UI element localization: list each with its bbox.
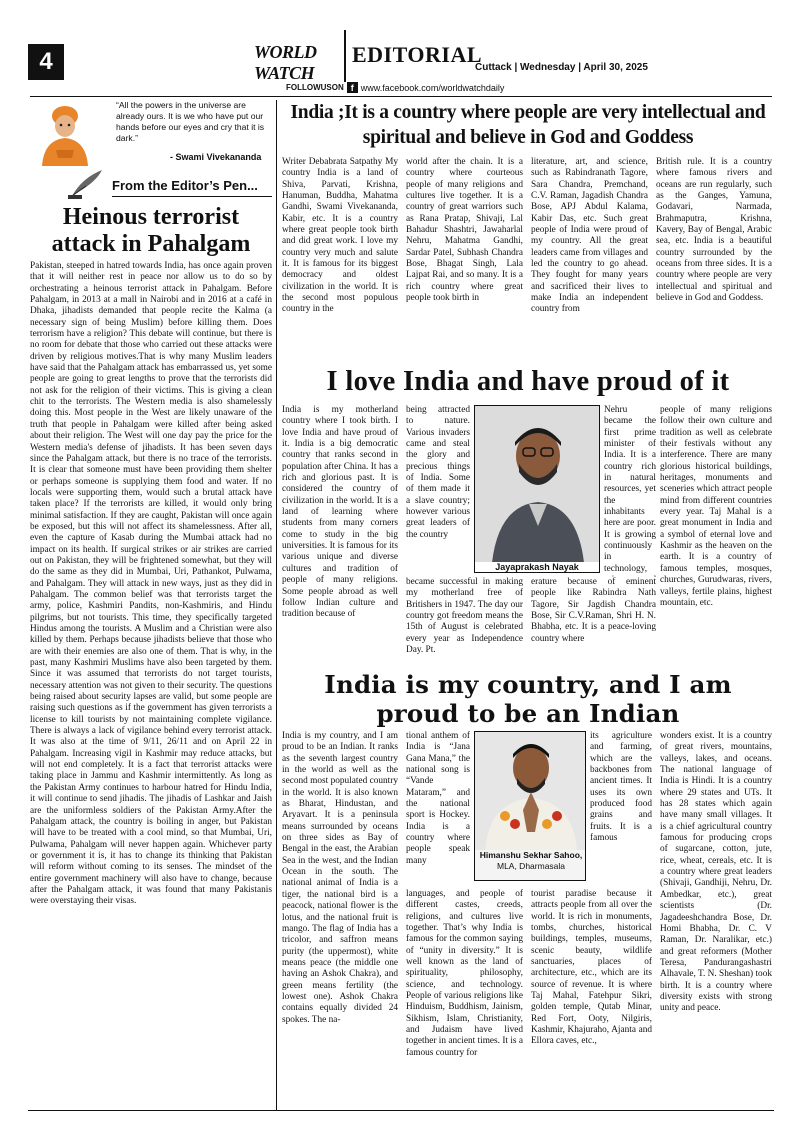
himanshu-caption-role: MLA, Dharmasala: [496, 861, 566, 871]
article2-col3a: Nehru became the first prime minister of India. It is a country rich in natural resources, yet the inhabitants here are poor. It is growing continuously in technology,: [604, 405, 656, 574]
article1-col4: British rule. It is a country where famous rivers and oceans are run regularly, such as the Ganges, Yamuna, Godavari, Narmada, Brahmaputra, Krishna, Kavery, Bay of Bengal, Arabic sea, etc. India is a beautiful country surrounded by the oceans from three sides. It is a country where people are very intellectual and spiritual and believe in God and Goddess.: [656, 157, 772, 304]
article1-col3: literature, art, and science, such as Rabindranath Tagore, Sara Chandra, Premchand, C.V. Raman, Jagadish Chandra Bose, APJ Abdul Kalama, Kabir Das, etc. Such great people of India were proud of my country. All the great leaders came from villages and led the country to go ahead. They fought for many years and sacrificed their lives to make India an independent country from: [531, 157, 648, 315]
article3-headline: India is my country, and I am proud to be an Indian: [324, 670, 732, 728]
vivekananda-portrait: [36, 100, 94, 166]
article3-col1: India is my country, and I am proud to be an Indian. It ranks as the seventh largest country in the world as well as the second most populated country in the world. It is also known as Bharat, Hindustan, and Aryavart. It is a peninsula means surrounded by oceans on three sides as Bay of Bengal in the east, the Arabian Sea in the west, and the Indian Ocean in the south. The national animal of India is a tiger, the national bird is a peacock, national flower is the lotus, and the national fruit is mango. The flag of India has a tricolor, and saffron means purity (the uppermost), white means peace (the middle one having an Ashok Chakra), and green means fertility (the lowest one). Ashok Chakra contains equally divided 24 spokes. The na-: [282, 731, 398, 1025]
header-rule: [30, 96, 772, 97]
himanshu-portrait: [475, 732, 586, 850]
jayaprakash-photo: [474, 405, 600, 573]
article2-headline: I love India and have proud of it: [326, 366, 730, 397]
himanshu-caption-name: Himanshu Sekhar Sahoo,: [479, 850, 583, 860]
article2-col1: India is my motherland country where I took birth. I love India and have proud of it. India is a big democratic country that ranks second in population after China. It has a rich and glorious past. It is considered the country of civilization in the world. It is a land of learning where students from many corners come to study in the big universities. It is famous for its various unique and diverse cultures and tradition of people of many religions. Some people abroad as well follow Indian culture and tradition because of: [282, 405, 398, 620]
quote-text: “All the powers in the universe are already ours. It is we who have put our hands before our eyes and cry that it is dark.”: [116, 100, 265, 143]
follow-bar: [286, 82, 504, 93]
article3-col3a: its agriculture and farming, which are the backbones from ancient times. It uses its own produced food grains and fruits. It is a famous: [590, 731, 652, 844]
article2-col4: people of many religions follow their own culture and tradition as well as celebrate their festivals without any interference. There are many glorious historical buildings, heritages, monuments and sceneries which attract people mind from different countries every year. Taj Mahal is a great monument in India and a symbol of eternal love and Kashmir as the heaven on the earth. It is a country of famous temples, mosques, churches, Gurudwaras, rivers, valleys, fertile plains, highest mountain, etc.: [660, 405, 772, 608]
article1-col2: world after the chain. It is a country where courteous people of many religions and cultures live together. It is a country of great warriors such as Rana Pratap, Shivaji, Lal Bahadur Shashtri, Jawaharlal Nehru, Mahatma Gandhi, Sardar Patel, Subhash Chandra Bose, Bhagat Singh, Lala Lajpat Rai, and so many. It is a rich country where great people took birth in: [406, 157, 523, 304]
section-title: EDITORIAL: [352, 42, 483, 67]
editorial-headline: Heinous terrorist attack in Pahalgam: [51, 204, 251, 257]
quill-icon: [66, 168, 106, 200]
header-divider: [344, 30, 346, 82]
article2-col3b: erature because of eminent people like Rabindra Nath Tagore, Sir Jagdish Chandra Bose, Sir C.V.Raman, Shri H. N. Bhabha, etc. It is a peace-loving country where: [531, 577, 656, 644]
follow-label: FOLLOWUSON: [286, 83, 344, 92]
editors-pen-label: From the Editor’s Pen...: [112, 178, 258, 193]
follow-url[interactable]: www.facebook.com/worldwatchdaily: [360, 82, 505, 93]
article3-col2b: languages, and people of different castes, creeds, religions, and cultures live together. That’s why India is famous for the common saying of “unity in diversity.” It is well known as the land of spirituality, philosophy, science, and technology. People of various religions like Hinduism, Buddhism, Jainism, Sikhism, Islam, Christianity, and Judaism have lived together in ancient times. It is a famous country for: [406, 889, 523, 1058]
article1-headline: India ;It is a country where people are very intellectual and spiritual and believe in God and Goddess: [290, 102, 766, 148]
jayaprakash-portrait: [475, 406, 600, 573]
editors-pen-rule: [112, 196, 272, 197]
footer-rule: [28, 1110, 774, 1111]
himanshu-photo: [474, 731, 586, 881]
article3-col4: wonders exist. It is a country of great rivers, mountains, valleys, lakes, and oceans. The national language of India is Hindi. It is a country where 29 states and UTs. It has 28 states which again have many small villages. It is a chief agricultural country famous for producing crops of sugarcane, cotton, jute, rice, wheat, cereals, etc. It is a country where great leaders (Shivaji, Gandhiji, Nehru, Dr. Ambedkar, etc.), great scientists (Dr. Jagadeeshchandra Bose, Dr. Homi Bhabha, Dr. C. V Raman, Dr. Naralikar, etc.) and great reformers (Mother Teresa, Pandurangashastri Alhavale, T. N. Sheshan) took birth. It is a country where diversity exists with strong unity and peace.: [660, 731, 772, 1014]
masthead-text: WORLD WATCH: [254, 42, 317, 83]
article1-col1: Writer Debabrata Satpathy My country India is a land of Shiva, Parvati, Krishna, Hanuman, Buddha, Mahatma Gandhi, Swami Vivekananda, Kabir, etc. It is a country where great people took birth and did great work. I love my country very much and salute it. It is famous for its biggest democracy and oldest civilization in the world. It is the second most populous country in the: [282, 157, 398, 315]
facebook-icon: f: [347, 82, 358, 93]
article3-col3b: tourist paradise because it attracts people from all over the world. It is rich in monuments, tombs, churches, historical buildings, temples, museums, scenic beauty, wildlife sanctuaries, places of architecture, etc., which are its source of revenue. It is where Taj Mahal, Fatehpur Sikri, golden temple, Qutab Minar, Red Fort, Ooty, Nilgiris, Kashmir, Khajuraho, Ajanta and Ellora caves, etc.,: [531, 889, 652, 1047]
article2-col2a: being attracted to nature. Various invaders came and steal the glory and precious things of India. Some of them made it a slave country; however various great leaders of the country: [406, 405, 470, 540]
column-divider: [276, 100, 277, 1110]
masthead-logo: [254, 42, 344, 83]
dateline: Cuttack | Wednesday | April 30, 2025: [475, 62, 648, 73]
editorial-body: Pakistan, steeped in hatred towards India, has once again proven that it will neither rest in peace nor allow us to do so by orchestrating a heinous terrorist attack in Pahalgam. Before Pahalgam, in 2013 at a mall in Nairobi and in 2016 at a café in Dhaka, jihadists demanded that people recite the Kalma (a necessary sign of being Muslim) before killing them. Does terrorism have a religion? This debate will continue, but there is no room for debate that those who carried out these attacks were driven by religious motives.That is why many Muslim leaders have said that the Pahalgam attack has embarrassed us, yet some people are going to great lengths to prove that the terrorists did not ask for the religion of their victims. This is giving a clean chit to the terrorists. The Western media is also shamelessly doing this. Most people in the West are likely unaware of the truth that people in Pahalgam were killed after being asked about their religion. The West will one day pay the price for the Western media's defense of jihadists. It has been seven days since the Pahalgam attack, but there is no trace of the terrorists. It is clear that someone must have been providing them shelter or perhaps someone is supplying them food and water. If no locals were supporting them, would such a brutal attack have taken place? If the terrorists are killed, it would only bring minimal satisfaction. If they are caught, Pakistan will once again be exposed, but this will not affect its shamelessness. After all, even the capture of Kasab during the Mumbai attack had no impact on its health. If surgical strikes or air strikes are carried out on Pakistan, they will be frightened somewhat, but they will do the same as they did in Mumbai, Uri, Pathankot, Pulwama, and Pahalgam. They will attack in new ways, just as they did in Pahalgam. The common belief was that terrorists target the army, police, Kashmiri Pandits, non-Kashmiris, and Hindu pilgrims, but not tourists. This time, they specifically targeted Hindus among the tourists. A Muslim and a Christian were also killed by them. Perhaps because jihadists believe that those who are with their enemies are also one of them. That is why, in the past, many Kashmiri Muslims have also been targeted by them. Since it was assumed that terrorists do not target tourists, necessary attention was not given to their security. The questions being raised about security lapses are valid, but some people are raising such questions as if the government has given terrorists a license to kill tourists by not maintaining complete vigilance. There is always a lack of vigilance behind every terrorist attack. It was also at the time of 9/11, 26/11 and on April 22 in Pahalgam. Increasing vigil in Kashmir may reduce attacks, but will not end completely. It is a fact that terrorist attacks were taking place in Jammu and Kashmir intermittently. As long as the Pakistan Army continues to harbour hatred for Hindu India, it will continue to send jihadis. The jihadis of Lashkar and Jaish are the uniformless soldiers of the Pakistan Army.After the Pahalgam attack, the country is boiling in anger, but Pakistan will have to be treated with a cool mind, so that Mumbai, Uri, Pulwama, Pahalgam will never happen again. Whichever party or government it is, it has to change its thinking that Pakistan will reform without coming to its senses. The mindset of the entire government machinery will also have to change, because after the Pahalgam attack, it was found that many Pakistanis were overstaying their visas.: [30, 261, 272, 907]
article2-col2b: became successful in making my motherland free of Britishers in 1947. The day our country got freedom means the 15th of August is celebrated every year as Independence Day. Pt.: [406, 577, 523, 656]
page-number: 4: [28, 44, 64, 80]
article3-col2a: tional anthem of India is “Jana Gana Mana,” the national song is “Vande Mataram,” and the national sport is Hockey. India is a country where people speak many: [406, 731, 470, 866]
jayaprakash-caption: Jayaprakash Nayak: [475, 562, 599, 572]
quote-author: - Swami Vivekananda: [170, 152, 262, 162]
